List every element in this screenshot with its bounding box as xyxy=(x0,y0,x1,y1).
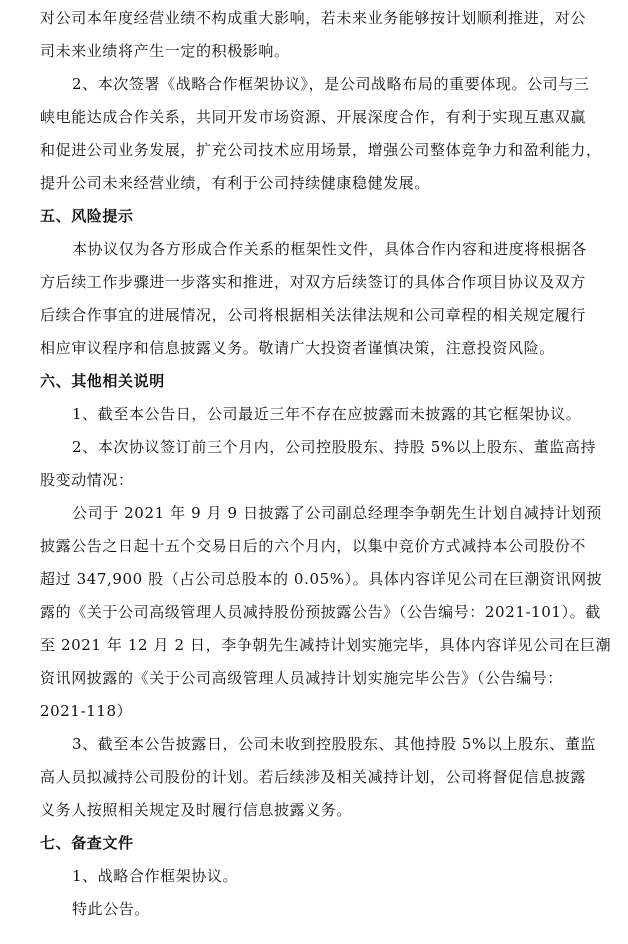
section-7-item-1 xyxy=(40,860,600,893)
text-line: 2、本次签署《战略合作框架协议》，是公司战略布局的重要体现。公司与三 xyxy=(72,75,590,93)
text-line: 披露公告之日起十五个交易日后的六个月内，以集中竞价方式减持本公司股份不 xyxy=(40,537,587,555)
shareholding-detail-paragraph xyxy=(40,497,612,728)
text-line: 方后续工作步骤进一步落实和推进，对双方后续签订的具体合作项目协议及双方 xyxy=(40,273,587,291)
text-line: 特此公告。 xyxy=(72,900,151,918)
text-line: 峡电能达成合作关系，共同开发市场资源、开展深度合作，有利于实现互惠双赢 xyxy=(40,108,587,126)
text-line: 2021-118） xyxy=(40,702,133,720)
point-2-paragraph xyxy=(40,68,600,200)
closing-statement xyxy=(40,893,600,926)
text-line: 和促进公司业务发展，扩充公司技术应用场景，增强公司整体竞争力和盈利能力， xyxy=(40,141,602,159)
text-line: 对公司本年度经营业绩不构成重大影响，若未来业务能够按计划顺利推进，对公 xyxy=(40,9,587,27)
text-line: 3、截至本公告披露日，公司未收到控股股东、其他持股 5%以上股东、董监 xyxy=(72,735,597,753)
text-line: 2、本次协议签订前三个月内，公司控股股东、持股 5%以上股东、董监高持 xyxy=(72,438,597,456)
section-6-item-3 xyxy=(40,728,600,827)
section-6-heading: 六、其他相关说明 xyxy=(40,372,165,390)
text-line: 高人员拟减持公司股份的计划。若后续涉及相关减持计划，公司将督促信息披露 xyxy=(40,768,587,786)
text-line: 本协议仅为各方形成合作关系的框架性文件，具体合作内容和进度将根据各 xyxy=(72,240,587,258)
text-line: 相应审议程序和信息披露义务。敬请广大投资者谨慎决策，注意投资风险。 xyxy=(40,339,555,357)
text-line: 后续合作事宜的进展情况，公司将根据相关法律法规和公司章程的相关规定履行 xyxy=(40,306,587,324)
risk-paragraph xyxy=(40,233,600,365)
section-6-item-2 xyxy=(40,431,600,497)
text-line: 1、战略合作框架协议。 xyxy=(72,867,239,885)
section-6-item-1 xyxy=(40,398,600,431)
text-line: 露的《关于公司高级管理人员减持股份预披露公告》（公告编号：2021-101）。截 xyxy=(40,603,601,621)
section-5-heading: 五、风险提示 xyxy=(40,207,134,225)
text-line: 司未来业绩将产生一定的积极影响。 xyxy=(40,42,290,60)
text-line: 义务人按照相关规定及时履行信息披露义务。 xyxy=(40,801,353,819)
intro-paragraph xyxy=(40,2,600,68)
text-line: 公司于 2021 年 9 月 9 日披露了公司副总经理李争朝先生计划自减持计划预 xyxy=(72,504,602,522)
text-line: 1、截至本公告日，公司最近三年不存在应披露而未披露的其它框架协议。 xyxy=(72,405,582,423)
text-line: 股变动情况： xyxy=(40,471,134,489)
section-7-heading: 七、备查文件 xyxy=(40,834,134,852)
text-line: 提升公司未来经营业绩，有利于公司持续健康稳健发展。 xyxy=(40,174,431,192)
text-line: 至 2021 年 12 月 2 日，李争朝先生减持计划实施完毕，具体内容详见公司在巨潮 xyxy=(40,636,612,654)
text-line: 超过 347,900 股（占公司总股本的 0.05%）。具体内容详见公司在巨潮资讯网披 xyxy=(40,570,603,588)
text-line: 资讯网披露的《关于公司高级管理人员减持计划实施完毕公告》（公告编号： xyxy=(40,669,563,687)
